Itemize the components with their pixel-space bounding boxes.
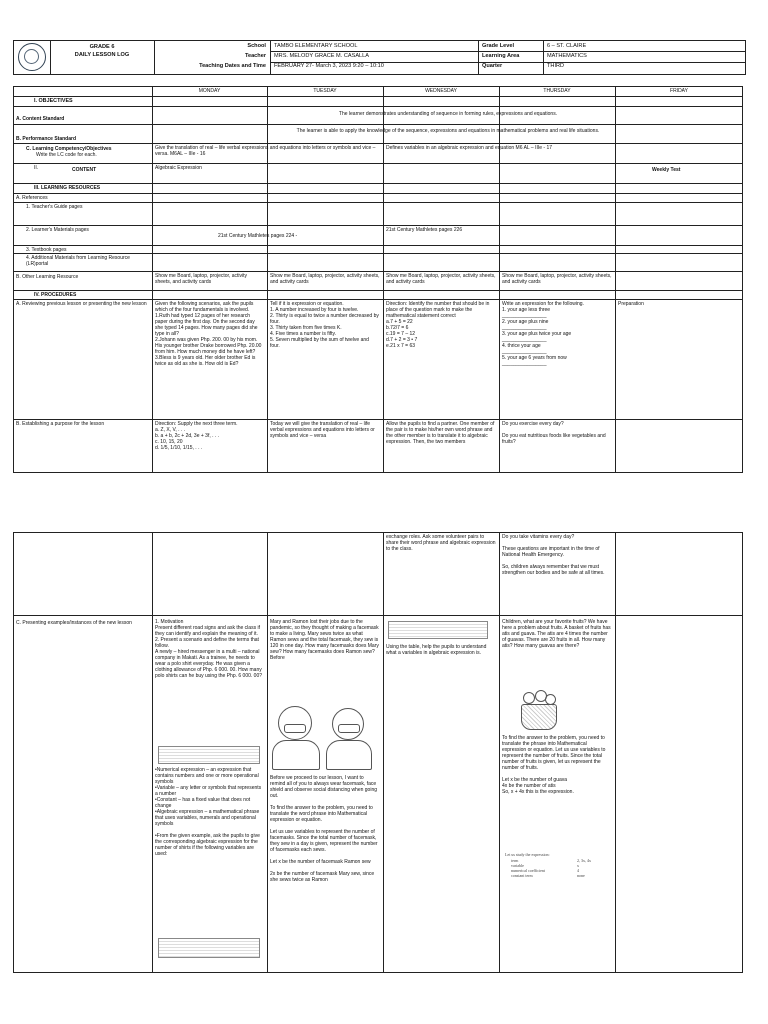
teachers-guide-label: 1. Teacher's Guide pages	[26, 204, 83, 210]
other-resource-tuesday: Show me Board, laptop, projector, activity sheets, and activity cards	[270, 273, 380, 285]
term-value: none	[577, 873, 585, 878]
review-tuesday: Tell if it is expression or equation. 1. A number increased by four is twelve. 2. Thirty is equal to twice a number decreased by four. 3. Thirty taken from five times K. 4. Five times a number is fifty. 5. Seven multiplied by the sum of twelve and four.	[270, 301, 379, 349]
term-value: 2, 3x, 4x	[577, 858, 591, 863]
purpose-label: B. Establishing a purpose for the lesson	[16, 421, 105, 427]
purpose-tuesday: Today we will give the translation of real – life verbal expressions and equations into letters or symbols and vice – versa	[270, 421, 375, 439]
quarter-value: THIRD	[547, 63, 565, 69]
purpose-wednesday-cont: exchange roles. Ask some volunteer pairs to share their word phrase and algebraic expression to the class.	[386, 534, 496, 552]
other-resource-thursday: Show me Board, laptop, projector, activity sheets, and activity cards	[502, 273, 612, 285]
content-label: CONTENT	[72, 167, 97, 173]
term-item: constant term	[511, 873, 533, 878]
review-friday: Preparation	[618, 301, 644, 307]
present-tuesday-b: Before we proceed to our lesson, I want to remind all of you to always wear facemask, face shield and observe social distancing when going out. To find the answer to the problem, you need to translate the word phrase into Mathematical expression or equation. Let us use variables to represent the number of facemasks. Since the total number of facemask, they sew in a day is given, represent the number of facemasks each sews. Let x be the number of facemask Ramon sew 2x be the number of facemask Mary sew, since she sews twice as Ramon	[270, 775, 378, 883]
purpose-monday: Direction: Supply the next three term. a. Z, X, V, . . . b. a + b, 2c + 2d, 3e + 3f, . . . c. 10, 15, 20 d. 1/5, 1/10, 1/15, . . .	[155, 421, 238, 451]
term-item: term	[511, 858, 519, 863]
competency-sub: Write the LC code for each.	[36, 152, 97, 158]
dates-label: Teaching Dates and Time	[199, 63, 266, 69]
purpose-wednesday: Allow the pupils to find a partner. One member of the pair is to make his/her own word phrase and the other member is to translate it to algebraic expression. Then, the two members	[386, 421, 495, 445]
log-title: DAILY LESSON LOG	[74, 52, 130, 58]
facemask-illustration	[272, 700, 376, 772]
shirt-table-image	[158, 746, 260, 764]
present-wednesday: Using the table, help the pupils to understand what a variables in algebraic expression is.	[386, 644, 487, 656]
other-resource-monday: Show me Board, laptop, projector, activity sheets, and activity cards	[155, 273, 247, 285]
present-thursday-b: To find the answer to the problem, you need to translate the phrase into Mathematical expression or equation. Let us use variables to represent the number of fruits. Since the total number of fruits is given, let us represent the number of fruits. Let x be the number of guava 4x be the number of atis So, x + 4x this is the expression.	[502, 735, 606, 795]
review-label: A. Reviewing previous lesson or presenting the new lesson	[16, 301, 147, 307]
purpose-thursday-cont: Do you take vitamins every day? These questions are important in the time of National Health Emergency. So, children always remember that we must strengthen our bodies and be safe at all times.	[502, 534, 605, 576]
teacher-value: MRS. MELODY GRACE M. CASALLA	[274, 53, 370, 59]
term-item: variable	[511, 863, 524, 868]
content-standard-label: A. Content Standard	[16, 116, 65, 122]
school-value: TAMBO ELEMENTARY SCHOOL	[274, 43, 358, 49]
fruit-basket-illustration	[517, 690, 561, 732]
additional-materials-label: 4. Additional Materials from Learning Resource (LR)portal	[26, 255, 130, 267]
learners-materials-monday: 21st Century Mathletes pages 224 -	[218, 233, 298, 239]
content-monday: Algebraic Expression	[155, 165, 202, 171]
day-tuesday: TUESDAY	[313, 88, 337, 94]
performance-standard-value: The learner is able to apply the knowledge of the sequence, expressions and equations in mathematical problems and real life situations.	[296, 128, 600, 134]
learners-materials-wednesday: 21st Century Mathletes pages 226	[386, 227, 463, 233]
variables-table-image	[158, 938, 260, 958]
present-thursday-a: Children, what are your favorite fruits? We have here a problem about fruits. A basket of fruits has atis and guava. The atis are 4 times the number of guavas. There are 20 fruits in all. How many atis? How many guavas are there?	[502, 619, 611, 649]
grade-level-value: 6 – ST. CLAIRE	[547, 43, 587, 49]
term-value: 4	[577, 868, 579, 873]
dates-value: FEBRUARY 27- March 3, 2023 9:20 – 10:10	[274, 63, 384, 69]
expression-terms-box	[505, 852, 609, 886]
objectives-label: I. OBJECTIVES	[34, 98, 73, 104]
competency-wednesday: Defines variables in an algebraic expression and equation M6 AL – IIIe - 17	[386, 145, 553, 151]
resources-label: III. LEARNING RESOURCES	[34, 185, 101, 191]
other-resource-label: B. Other Learning Resource	[16, 274, 79, 280]
day-friday: FRIDAY	[670, 88, 688, 94]
term-value: x	[577, 863, 579, 868]
term-item: numerical coefficient	[511, 868, 546, 873]
references-label: A. References	[16, 195, 48, 201]
terms-box-title: Let us study the expression:	[505, 852, 550, 857]
quarter-label: Quarter	[482, 63, 503, 69]
day-thursday: THURSDAY	[543, 88, 571, 94]
textbook-label: 3. Textbook pages	[26, 247, 67, 253]
grade-level-label: Grade Level	[482, 43, 515, 49]
review-monday: Given the following scenarios, ask the pupils which of the four fundamentals is involved. 1.Ruth had typed 12 pages of her research paper during the first day. On the second day she typed 14 pages. How many pages did she type in all? 2.Johann was given Php. 200. 00 by his mom. His younger brother Drake borrowed Php. 20.00 from him. How much money did he have left? 3.Bless is 9 years old. Her older brother Ed is twice as old as she is. How old is Ed?	[155, 301, 262, 367]
learners-materials-label: 2. Learner's Materials pages	[26, 227, 89, 233]
performance-standard-label: B. Performance Standard	[16, 136, 77, 142]
day-wednesday: WEDNESDAY	[425, 88, 457, 94]
competency-monday: Give the translation of real – life verbal expressions and equations into letters or symbols and vice – versa. M6AL – IIIe - 16	[155, 145, 376, 157]
variables-chart-image	[388, 621, 488, 639]
area-label: Learning Area	[482, 53, 520, 59]
purpose-thursday: Do you exercise every day? Do you eat nutritious foods like vegetables and fruits?	[502, 421, 606, 445]
presenting-label: C. Presenting examples/instances of the new lesson	[16, 620, 132, 626]
other-resource-wednesday: Show me Board, laptop, projector, activity sheets, and activity cards	[386, 273, 496, 285]
weekly-test: Weekly Test	[652, 167, 681, 173]
competency-label: C. Learning Competency/Objectives	[26, 146, 112, 152]
day-monday: MONDAY	[198, 88, 221, 94]
grade-title: GRADE 6	[89, 44, 115, 50]
area-value: MATHEMATICS	[547, 53, 587, 59]
teacher-label: Teacher	[244, 53, 266, 59]
deped-seal	[18, 43, 46, 71]
content-standard-value: The learner demonstrates understanding of sequence in forming rules, expressions and equations.	[338, 111, 558, 117]
review-thursday: Write an expression for the following. 1. your age less three ________________ 2. your age plus nine ________________ 3. your age plus twice your age ________________ 4. thrice your age ________________ 5. your age 6 years from now ________________	[502, 301, 584, 367]
school-label: School	[247, 43, 266, 49]
present-tuesday-a: Mary and Ramon lost their jobs due to the pandemic, so they thought of making a facemask to make a living. Mary sews twice as what Ramon sews and the total facemask, they sew is 120 in one day. How many facemasks does Mary sew? How many facemasks does Ramon sew? Before	[270, 619, 379, 661]
present-monday-b: •Numerical expression – an expression that contains numbers and one or more operational symbols •Variable – any letter or symbols that represents a number •Constant – has a fixed value that does not change •Algebraic expression – a mathematical phrase that uses variables, numerals and operational symbols •From the given example, ask the pupils to give the corresponding algebraic expression for the number of shirts if the following variables are used:	[155, 767, 262, 857]
procedures-label: IV. PROCEDURES	[34, 292, 77, 298]
review-wednesday: Direction: Identify the number that should be in place of the question mark to make the mathematical statement correct a.7 + 5 = 22 b.72/7 = 6 c.19 = 7 – 12 d.7 + 2 = 3 • 7 e.21 x 7 = 63	[386, 301, 490, 349]
content-number: II.	[34, 165, 39, 171]
present-monday-a: 1. Motivation Present different road signs and ask the class if they can identify and explain the meaning of it. 2. Present a scenario and define the terms that follow. A newly – hired messenger in a multi – national company in Makati. As a trainee, he needs to wear a polo shirt everyday. He was given a clothing allowance of Php. 6 000. 00. How many polo shirts can he buy using the Php. 6 000. 00?	[155, 619, 263, 679]
